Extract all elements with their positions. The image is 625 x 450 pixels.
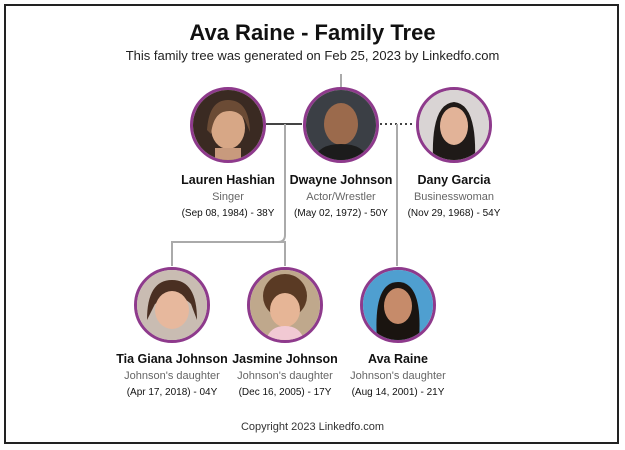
portrait-icon	[137, 270, 207, 340]
person-card-jasmine-johnson	[220, 351, 350, 400]
copyright-footer: Copyright 2023 Linkedfo.com	[240, 421, 385, 433]
person-dates: (Nov 29, 1968) - 54Y	[407, 208, 501, 219]
person-dates: (Dec 16, 2005) - 17Y	[238, 387, 332, 398]
person-name[interactable]: Jasmine Johnson	[232, 352, 338, 366]
page-subtitle: This family tree was generated on Feb 25, 2023 by Linkedfo.com	[125, 48, 500, 63]
person-dates: (Aug 14, 2001) - 21Y	[351, 387, 445, 398]
avatar-dwayne-johnson[interactable]	[303, 87, 379, 163]
person-card-tia-giana-johnson	[107, 351, 237, 400]
portrait-icon	[306, 90, 376, 160]
person-card-dany-garcia	[389, 172, 519, 221]
person-name[interactable]: Dwayne Johnson	[289, 173, 393, 187]
avatar-tia-giana-johnson[interactable]	[134, 267, 210, 343]
portrait-icon	[419, 90, 489, 160]
person-name[interactable]: Ava Raine	[368, 352, 428, 366]
person-role: Singer	[212, 191, 244, 203]
avatar-ava-raine[interactable]	[360, 267, 436, 343]
person-dates: (Sep 08, 1984) - 38Y	[181, 208, 275, 219]
person-card-ava-raine	[333, 351, 463, 400]
page-title: Ava Raine - Family Tree	[189, 20, 436, 45]
avatar-dany-garcia[interactable]	[416, 87, 492, 163]
person-name[interactable]: Lauren Hashian	[181, 173, 275, 187]
person-card-dwayne-johnson	[276, 172, 406, 221]
person-name[interactable]: Tia Giana Johnson	[116, 352, 228, 366]
person-role: Johnson's daughter	[237, 370, 333, 382]
person-dates: (May 02, 1972) - 50Y	[294, 208, 388, 219]
person-role: Actor/Wrestler	[306, 191, 376, 203]
person-role: Johnson's daughter	[124, 370, 220, 382]
person-card-lauren-hashian	[163, 172, 293, 221]
avatar-lauren-hashian[interactable]	[190, 87, 266, 163]
person-role: Businesswoman	[413, 191, 495, 203]
portrait-icon	[250, 270, 320, 340]
person-dates: (Apr 17, 2018) - 04Y	[126, 387, 218, 398]
portrait-icon	[363, 270, 433, 340]
avatar-jasmine-johnson[interactable]	[247, 267, 323, 343]
portrait-icon	[193, 90, 263, 160]
person-name[interactable]: Dany Garcia	[417, 173, 491, 187]
person-role: Johnson's daughter	[350, 370, 446, 382]
